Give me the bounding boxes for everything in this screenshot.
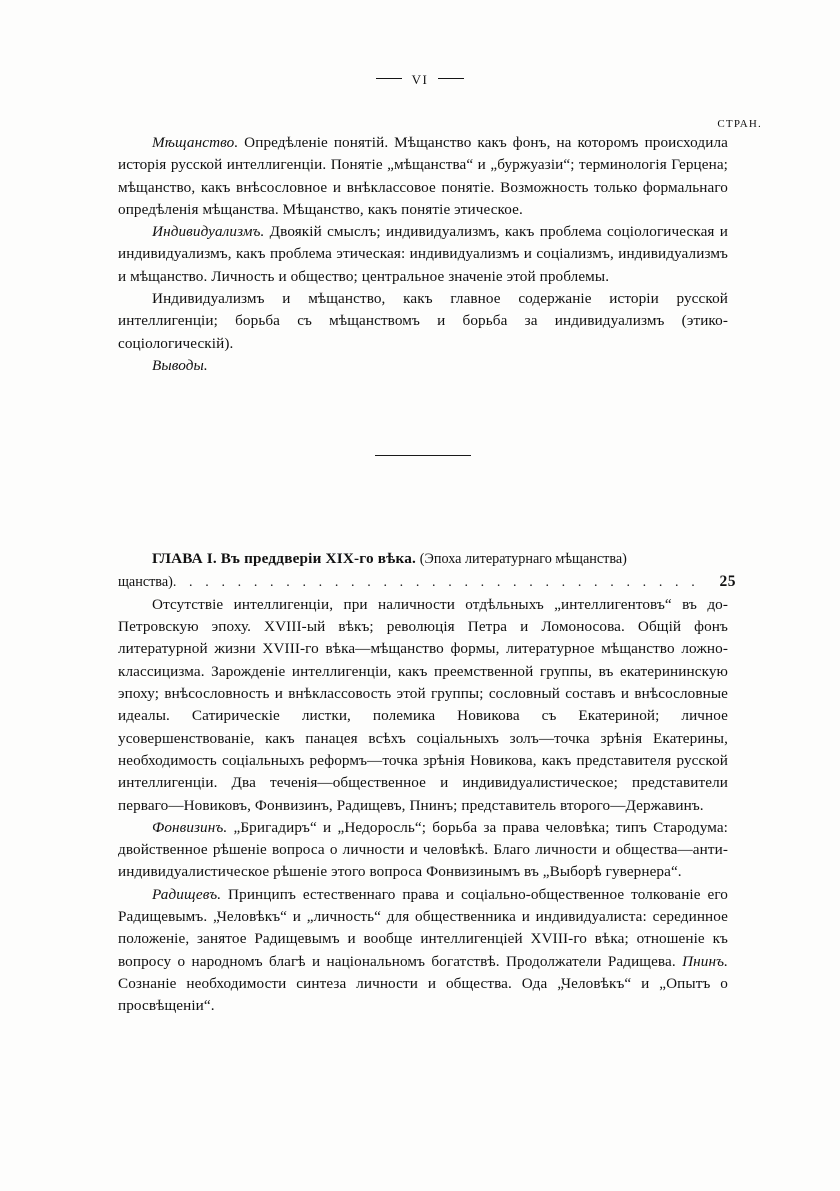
- toc-entry-individualizm: [118, 221, 728, 288]
- chapter-page-number: 25: [719, 572, 736, 590]
- divider-rule: [375, 455, 471, 456]
- toc-entry-summary: [118, 288, 728, 355]
- chapter-para-fonvizin: [118, 817, 728, 884]
- chapter-para-lead-pnin: Пнинъ.: [682, 952, 728, 970]
- folio: [0, 72, 840, 88]
- column-header-pages: СТРАН.: [717, 118, 762, 130]
- chapter-para-overview: [118, 594, 728, 817]
- chapter-label: ГЛАВА I.: [152, 550, 217, 568]
- chapter-heading-continuation: [118, 571, 736, 594]
- leader-dots: . . . . . . . . . . . . . . . . . . . . . . . . . . . . . . . . .: [172, 574, 700, 590]
- chapter-para-lead: Радищевъ.: [152, 885, 222, 903]
- toc-entry-lead: Мѣщанство.: [152, 134, 239, 151]
- folio-dash-left: [376, 78, 402, 79]
- chapter-para-text-pnin: Сознаніе необходимости синтеза личности и общества. Ода „Человѣкъ“ и „Опытъ о просвѣщеніи“.: [118, 974, 728, 1015]
- toc-entry-text: Индивидуализмъ и мѣщанство, какъ главное содержаніе исторіи русской интеллигенціи; борьба съ мѣщанствомъ и борьба за индивидуализмъ (этико-соціологическій).: [118, 290, 728, 352]
- chapter-para-text: Отсутствіе интеллигенціи, при наличности отдѣльныхъ „интеллигентовъ“ въ до-Петровскую эпоху. XVIII-ый вѣкъ; революція Петра и Ломоносова. Общій фонъ литературной жизни XVIII-го вѣка—мѣщанство формы, литературное мѣщанство ложно-классицизма. Зарожденіе интеллигенціи, какъ преемственной группы, въ екатерининскую эпоху; внѣсословность и внѣклассовость этой группы; сословный составъ и внѣсословные идеалы. Сатирическіе листки, полемика Новикова съ Екатериной; личное усовершенствованіе, какъ панацея всѣхъ соціальныхъ золъ—точка зрѣнія Екатерины, необходимость соціальныхъ реформъ—точка зрѣнія Новикова, какъ представителя русской интеллигенціи. Два теченія—общественное и индивидуалистическое; представители перваго—Новиковъ, Фонвизинъ, Радищевъ, Пнинъ; представитель второго—Державинъ.: [118, 595, 728, 814]
- toc-entry-lead: Индивидуализмъ.: [152, 223, 265, 241]
- chapter-para-text: Принципъ естественнаго права и соціально-общественное толкованіе его Радищевымъ. „Человѣкъ“ и „личность“ для общественника и индивидуалиста: серединное положеніе, занятое Радищевымъ и вообще интеллигенціей XVIII-го вѣка; отношеніе къ вопросу о народномъ благѣ и національномъ богатствѣ. Продолжатели Радищева.: [118, 885, 728, 970]
- chapter-subtitle-continuation: щанства): [118, 573, 173, 590]
- section-divider: [118, 455, 728, 456]
- chapter-heading: [118, 548, 728, 570]
- page-content: [118, 132, 736, 1018]
- chapter-subtitle: (Эпоха литературнаго мѣщанства): [419, 551, 627, 568]
- folio-number: VI: [411, 72, 429, 87]
- toc-entry-vyvody: [118, 355, 728, 377]
- chapter-para-lead: Фонвизинъ.: [152, 818, 228, 836]
- chapter-para-text: „Бригадиръ“ и „Недоросль“; борьба за права человѣка; типъ Стародума: двойственное рѣшеніе вопроса о личности и человѣкѣ. Благо личности и общества—анти-индивидуалистическое рѣшеніе этого вопроса Фонвизинымъ въ „Выборѣ гувернера“.: [118, 818, 728, 881]
- folio-dash-right: [438, 78, 464, 79]
- toc-entry-text: Двоякій смыслъ; индивидуализмъ, какъ проблема соціологическая и индивидуализмъ, какъ проблема этическая: индивидуализмъ и соціализмъ, индивидуализмъ и мѣщанство. Личность и общество; центральное значеніе этой проблемы.: [118, 223, 728, 285]
- chapter-title: Въ преддверіи XIX-го вѣка.: [220, 550, 416, 568]
- toc-entry-meshchanstvo: [118, 132, 728, 221]
- chapter-para-radishchev: [118, 884, 728, 1018]
- toc-entry-text: Опредѣленіе понятій. Мѣщанство какъ фонъ, на которомъ происходила исторія русской интеллигенціи. Понятіе „мѣщанства“ и „буржуазіи“; терминологія Герцена; мѣщанство, какъ внѣсословное и внѣклассовое понятіе. Возможность только формальнаго опредѣленія мѣщанства. Мѣщанство, какъ понятіе этическое.: [118, 134, 728, 218]
- toc-entry-lead: Выводы.: [152, 356, 208, 374]
